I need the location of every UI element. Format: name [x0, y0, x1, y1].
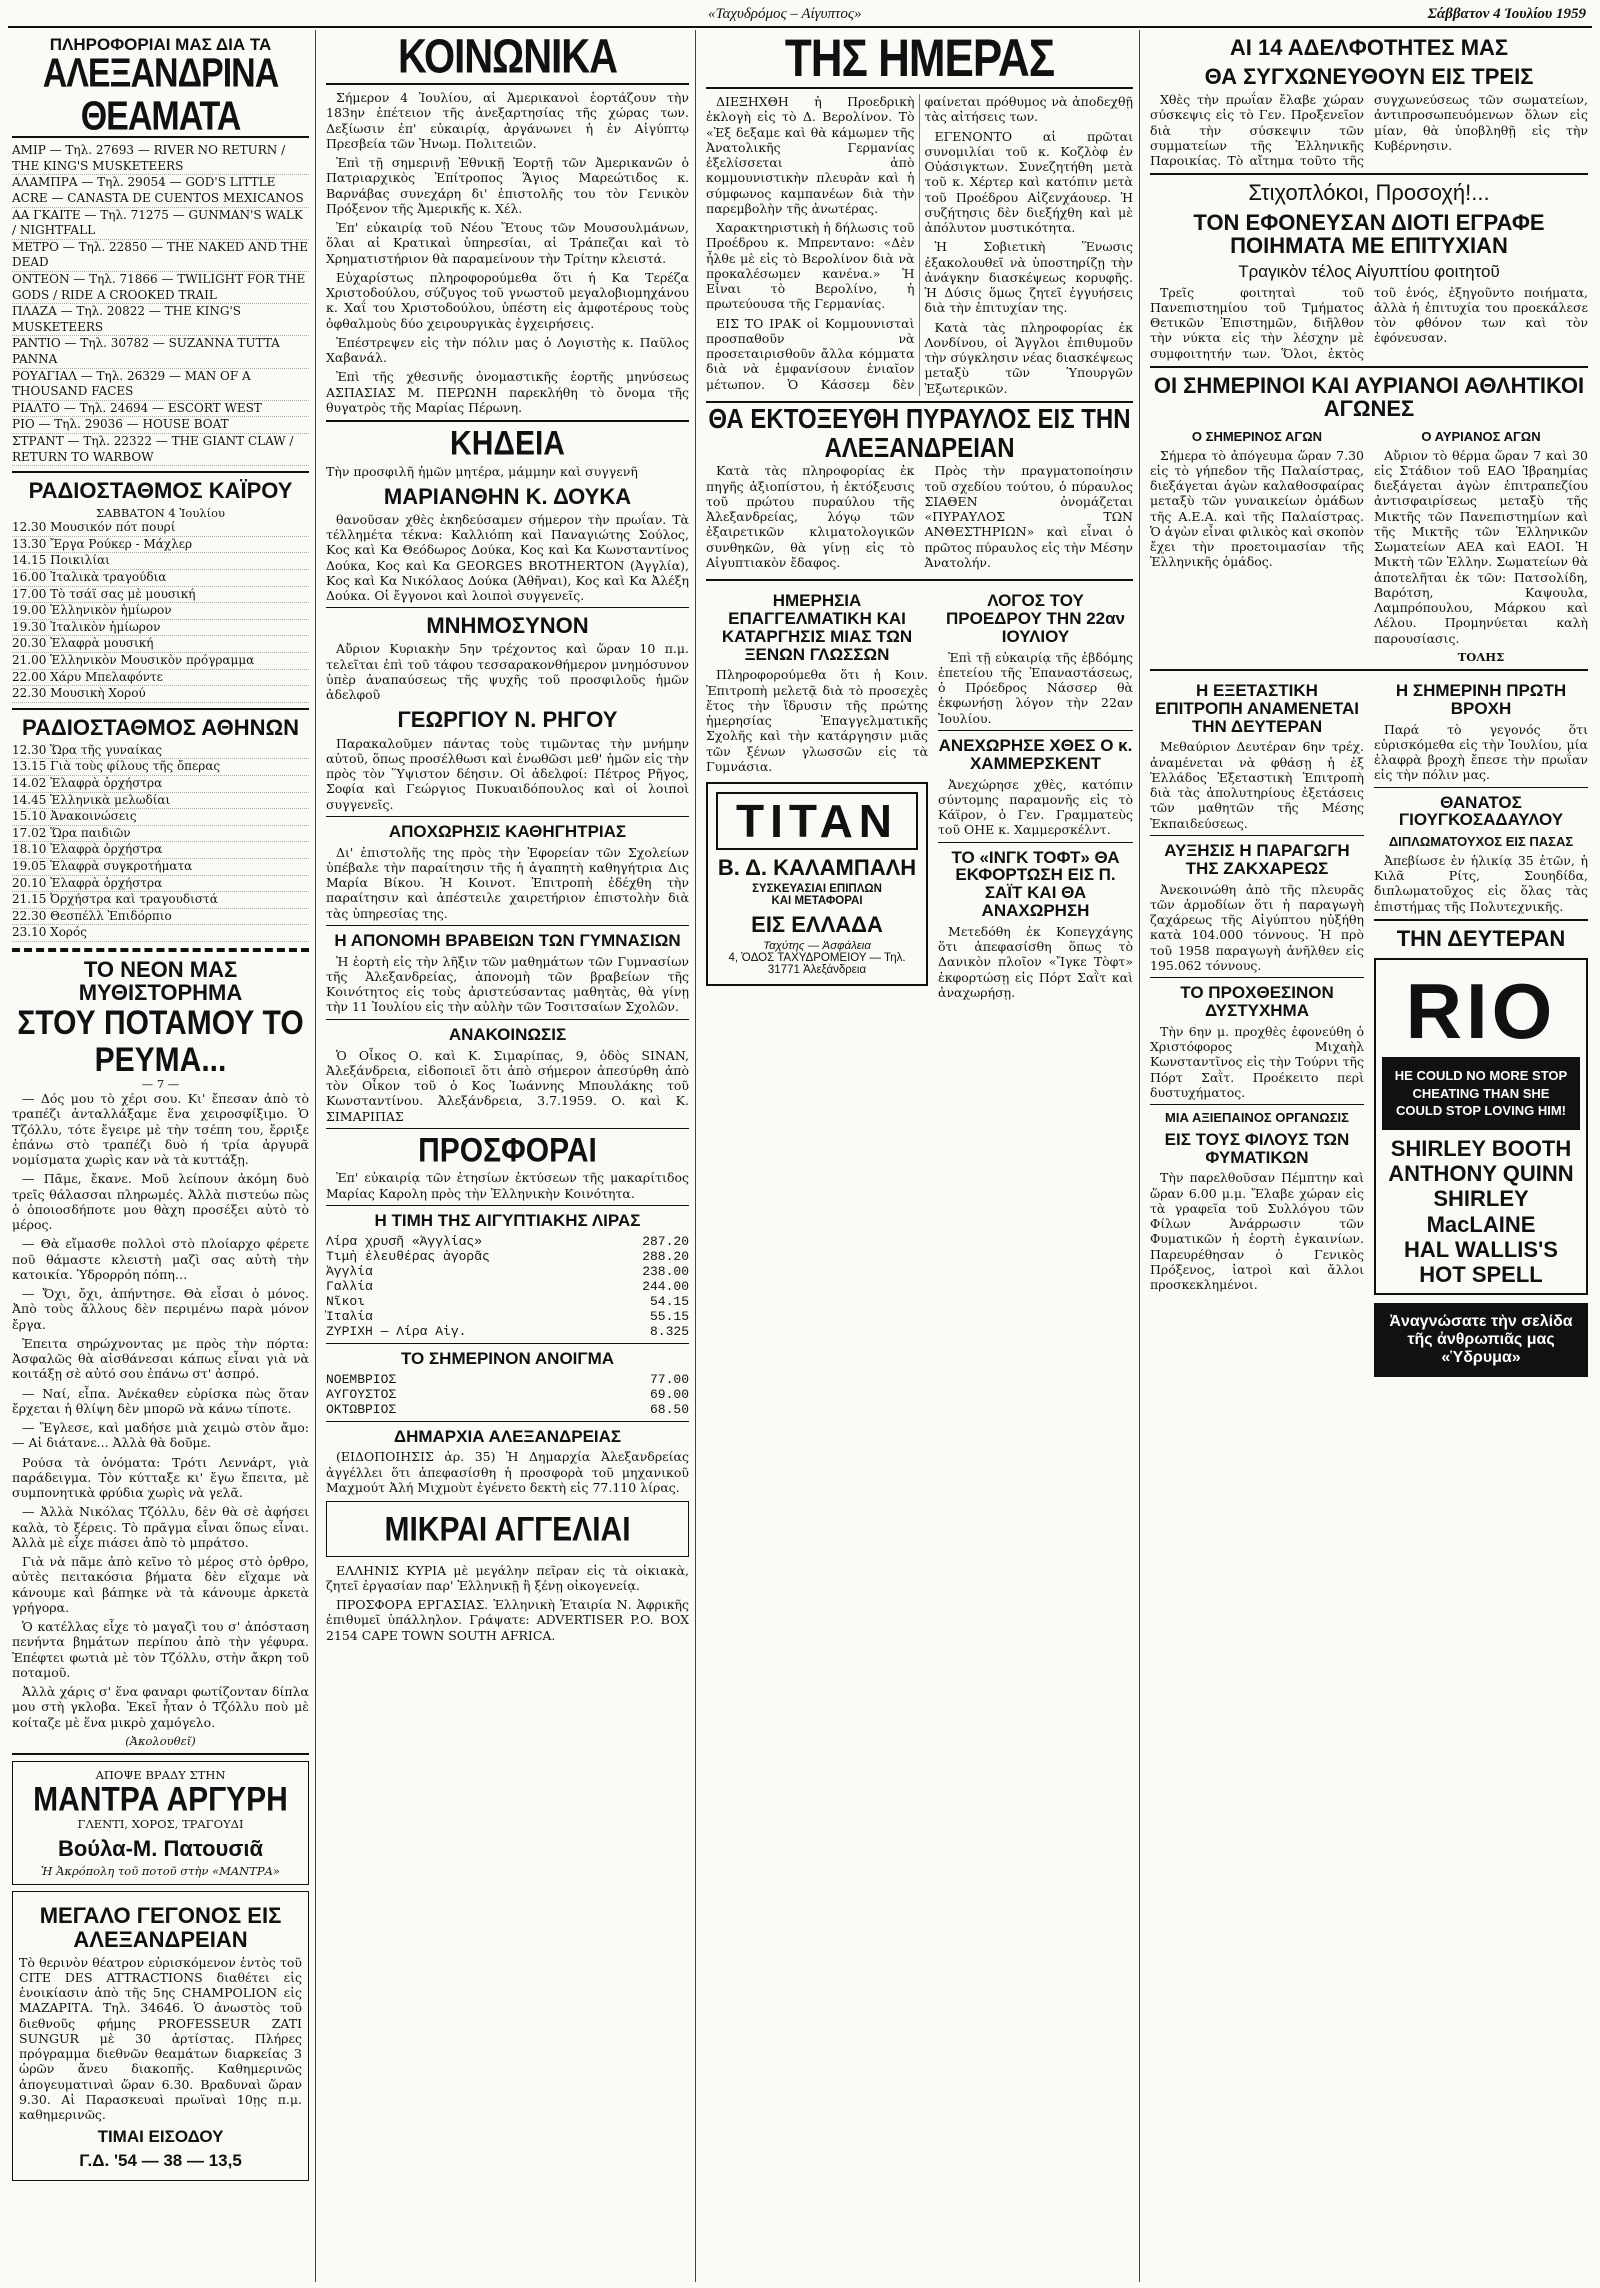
theatres-title: ΑΛΕΞΑΝΔΡΙΝΑ ΘΕΑΜΑΤΑ [42, 50, 279, 139]
lira-row-value: 238.00 [642, 1263, 689, 1279]
rio-tagline: HE COULD NO MORE STOP CHEATING THAN SHE COULD STOP LOVING HIM! [1382, 1057, 1580, 1130]
sports-sign: ΤΟΛΗΣ [1457, 649, 1505, 664]
merge-title-1: ΑΙ 14 ΑΔΕΛΦΟΤΗΤΕΣ ΜΑΣ [1229, 35, 1509, 60]
day-paragraph: ΔΙΕΞΗΧΘΗ ἡ Προεδρικὴ ἐκλογὴ εἰς τὸ Δ. Βερολίνον. Τὸ «Ἐξ δεξαμε καὶ θὰ κάμωμεν τῆς Ἀνατολικῆς Γερμανίας ἐξελίσσεται ἀπὸ κομμουνιστικὴν πλευρὰν καὶ ἡ σύμφωνος καμπανέων διὰ τὴν παρεμβολὴν τῆς ἀνωτέρας. [706, 94, 915, 216]
radio-cairo-day: ΣΑΒΒΑΤΟΝ 4 Ἰουλίου [95, 506, 226, 521]
exam-body: Μεθαύριον Δευτέραν 6ην τρέχ. ἀναμένεται νὰ φθάσῃ ἡ ἐξ Ἑλλάδος Ἐξεταστικὴ Ἐπιτροπὴ διὰ τὰς ἀπολυτηρίους ἐξετάσεις τῶν μαθητῶν τῆς Μέσης Ἐκπαιδεύσεως. [1150, 739, 1364, 831]
radio-cairo-item: 12.30 Μουσικόν πότ πουρί [12, 520, 309, 537]
sugar-body: Ἀνεκοινώθη ἀπὸ τῆς πλευρᾶς τῶν ἁρμοδίων ὅτι ἡ παραγωγὴ ζαχάρεως τῆς Αἰγύπτου ηὐξήθη κατὰ 104.000 τόννους. Ἡ πρὸ τοῦ 1958 παραγωγὴ ἀνῆλθεν εἰς 195.062 τόννους. [1150, 881, 1364, 973]
radio-athens-item: 19.05 Ἑλαφρὰ συγκροτήματα [12, 859, 309, 876]
speech-title: ΛΟΓΟΣ ΤΟΥ ΠΡΟΕΔΡΟΥ ΤΗΝ 22αν ΙΟΥΛΙΟΥ [945, 591, 1126, 646]
lira-row-label: Γαλλία [326, 1278, 373, 1294]
radio-athens-item: 15.10 Ἀνακοινώσεις [12, 809, 309, 826]
cotton-row-label: ΟΚΤΩΒΡΙΟΣ [326, 1401, 397, 1417]
radio-athens-list [12, 743, 309, 942]
funeral-intro: Τὴν προσφιλῆ ἡμῶν μητέρα, μάμμην καὶ συγγενῆ [326, 463, 638, 479]
day-paragraph: ΕΓΕΝΟΝΤΟ αἱ πρῶται συνομιλίαι τοῦ κ. Κοζλὸφ ἐν Οὐάσιγκτων. Συνεζητήθη μετὰ τοῦ κ. Χέρτερ καὶ κατόπιν μετὰ τοῦ Προέδρου Αἰζενχάουερ. Ἡ συζήτησις δὲν διεξήχθη καὶ μὲ ἀπόλυτον μυστικότητα. [924, 128, 1133, 236]
col4-bottom-right [1374, 676, 1588, 1384]
lira-row-label: Νῖκοι [326, 1293, 366, 1309]
event-ad [12, 1891, 309, 2181]
teacher-title: ΑΠΟΧΩΡΗΣΙΣ ΚΑΘΗΓΗΤΡΙΑΣ [388, 821, 627, 841]
cotton-row [326, 1402, 689, 1417]
novel-paragraph: — Θὰ εἴμασθε πολλοὶ στὸ πλοίαρχο φέρετε ποῦ θάμαστε κλειστὴ μαζὶ σας αὐτὴ τὴν κατοικία. Ὑδρορρόη πόπη… [12, 1236, 309, 1282]
death-body: Ἀπεβίωσε ἐν ἡλικίᾳ 35 ἐτῶν, ἡ Κιλᾶ Ρίτς, Σουηδίδα, διπλωματοῦχος εἰς ὅλας τὰς ἐπιστήμας τῆς Πολυτεχνικῆς. [1374, 852, 1588, 914]
novel-continued: (Ἀκολουθεῖ) [125, 1733, 196, 1748]
sports-right-body: Αὔριον τὸ θέρμα ὥραν 7 καὶ 30 εἰς Στάδιον τοῦ ΕΑΟ Ἰβραημίας διεξάγεται ἀγὼν ἐπιτραπεζίου ἀντισφαιρίσεως μεταξὺ τῆς Μικτῆς τῶν Πανεπιστημίων καὶ τῆς Μικτῆς τῶν Ἑλληνικῶν Σωματείων ΑΕΑ καὶ ΕΑΟΙ. Ἡ Μικτὴ τῶν Ἑλλην. Σωματείων θὰ ἀποτελῆται ἐκ τῶν: Πατσολίδη, Βαρότση, Καψουλα, Λαμπρόπουλου, Μάρκου καὶ Λέλου. Προμηνύεται καλὴ παρουσίασις. [1374, 447, 1588, 646]
novel-chapter: — 7 — [141, 1077, 180, 1092]
social-paragraph: Ἐπ' εὐκαιρίᾳ τοῦ Νέου Ἔτους τῶν Μουσουλμάνων, ὅλαι αἱ Κρατικαὶ ὑπηρεσίαι, αἱ Τράπεζαι καὶ τὸ Χρηματιστήριον θὰ παραμείνουν τὴν Τρίτην κλειστά. [326, 220, 689, 266]
funeral-name: ΜΑΡΙΑΝΘΗΝ Κ. ΔΟΥΚΑ [383, 483, 632, 509]
poem-title: ΤΟΝ ΕΦΟΝΕΥΣΑΝ ΔΙΟΤΙ ΕΓΡΑΦΕ ΠΟΙΗΜΑΤΑ ΜΕ ΕΠΙΤΥΧΙΑΝ [1193, 209, 1545, 258]
lira-row-label: Ἀγγλία [326, 1263, 373, 1279]
radio-athens-item: 14.02 Ἐλαφρὰ ὀρχήστρα [12, 776, 309, 793]
poem-body: Τρεῖς φοιτηταὶ τοῦ Πανεπιστημίου τοῦ Τμήματος Θετικῶν Ἐπιστημῶν, διῆλθον τὴν νύκτα εἰς τὴν λέσχην μὲ συμφοιτητήν των. Ὅλοι, ἐκτὸς τοῦ ἑνός, ἐξηγοῦντο ποιήματα, ἀλλὰ ἡ ἐπιτυχία του προεκάλεσε τὸν φθόνον των καὶ τὸν ἐφόνευσαν. [1150, 284, 1588, 361]
rio-cast-line: SHIRLEY MacLAINE [1426, 1186, 1536, 1237]
lira-table [326, 1234, 689, 1339]
rain-body: Παρά τὸ γεγονός ὅτι εὑρισκόμεθα εἰς τὴν Ἰουλίου, μία ἐλαφρὰ βροχὴ ἔπεσε τὴν πρωΐαν εἰς τὴν πόλιν μας. [1374, 721, 1588, 783]
cotton-row-label: ΑΥΓΟΥΣΤΟΣ [326, 1386, 397, 1402]
funeral-title: ΚΗΔΕΙΑ [450, 424, 565, 463]
rio-cinema-ad [1374, 958, 1588, 1295]
teacher-body: Δι' ἐπιστολῆς της πρὸς τὴν Ἐφορείαν τῶν Σχολείων ὑπέβαλε τὴν παραίτησιν τῆς ἡ ἀγαπητὴ καθηγήτρια Δις Μαρία Βίκου. Ἡ Κοινοτ. Ἐπιτροπὴ ἐδέχθη τὴν παραίτησιν καὶ ἀπέστειλε χαιρετήριον ἐπιστολὴν διὰ τὰς ὑπηρεσίας της. [326, 844, 689, 921]
sports-columns [1150, 424, 1588, 664]
announce-title: ΑΝΑΚΟΙΝΩΣΙΣ [448, 1024, 567, 1044]
rio-cast-line: ANTHONY QUINN [1388, 1160, 1574, 1186]
theatre-listing: ΜΕΤΡΟ — Τηλ. 22850 — THE NAKED AND THE DEAD [12, 240, 309, 272]
memorial-intro: Αὔριον Κυριακὴν 5ην τρέχοντος καὶ ὥραν 10 π.μ. τελεῖται ἐπὶ τοῦ τάφου τεσσαρακονθήμερον μνημόσυνον ὑπὲρ ἀναπαύσεως τῆς ψυχῆς τοῦ προσφιλοῦς ἡμῶν ἀδελφοῦ [326, 641, 689, 703]
mantra-name: Βούλα-Μ. Πατουσιᾶ [57, 1836, 264, 1862]
radio-athens-item: 21.15 Ὀρχήστρα καὶ τραγουδιστά [12, 892, 309, 909]
rio-cast-line: HOT SPELL [1419, 1262, 1543, 1288]
lira-row [326, 1309, 689, 1324]
novel-paragraph: Ρούσα τὰ ὀνόματα: Τρότι Λεννάρτ, γιὰ παράδειγμα. Τὸν κύτταξε κι' ἔγω ἔπειτα, μὲ συμπονητικὰ φρύδια χωρὶς νὰ γελᾶ. [12, 1454, 309, 1501]
column-4 [1144, 30, 1594, 2282]
theatre-listing: ΡΟΥΑΓΙΑΛ — Τηλ. 26329 — MAN OF A THOUSAND FACES [12, 369, 309, 401]
event-body: Τὸ θερινὸν θέατρον εὐρισκόμενον ἐντὸς τοῦ CITE DES ATTRACTIONS διαθέτει εἰς ἐνοικίασιν ἀπὸ τῆς 5ης CHAMPOLION εἰς ΜΑΖΑΡΙΤΑ. Τηλ. 34646. Ὁ ἀνωστὸς τοῦ διεθνοῦς φήμης PROFESSEUR ZATI SUNGUR μὲ 30 ἀρτίστας. Πλήρες πρόγραμμα διεθνῶν θεαμάτων διαρκείας 3 ὡρῶν ἄνευ διακοπῆς. Καθημερινῶς ἀπογευματιναὶ ὥραν 6.30. Βραδυναὶ ὥραν 9.30. Αἱ Παρασκευαὶ πρωϊναὶ 10ῃς π.μ. καθημερινῶς. [19, 1954, 302, 2123]
novel-paragraph: Ὁ κατέλλας εἶχε τὸ μαγαζὶ του σ' ἀπόσταση πενήντα βημάτων περίπου ἀπὸ τὴν γέφυρα. Ἐπέφτει φωτιὰ μὲ τὸν Τζόλλυ, στὴν ἄκρη τοῦ ποταμοῦ. [12, 1619, 309, 1680]
small-ad: ΠΡΟΣΦΟΡΑ ΕΡΓΑΣΙΑΣ. Ἑλληνικὴ Ἑταιρία Ν. Ἀφρικῆς ἐπιθυμεῖ ὑπάλληλον. Γράψατε: ADVERTISER P.O. BOX 2154 CAPE TOWN SOUTH AFRICA. [326, 1597, 689, 1643]
small-ad: ΕΛΛΗΝΙΣ ΚΥΡΙΑ μὲ μεγάλην πεῖραν εἰς τὰ οἰκιακὰ, ζητεῖ ἐργασίαν παρ' Ἑλληνικῇ ἢ ξένῃ οἰκογενείᾳ. [326, 1562, 689, 1593]
society-sub: ΕΙΣ ΤΟΥΣ ΦΙΛΟΥΣ ΤΩΝ ΦΥΜΑΤΙΚΩΝ [1164, 1129, 1350, 1167]
col4-bottom-row [1150, 676, 1588, 1384]
lira-row [326, 1294, 689, 1309]
lira-title: Η ΤΙΜΗ ΤΗΣ ΑΙΓΥΠΤΙΑΚΗΣ ΛΙΡΑΣ [374, 1210, 641, 1230]
radio-cairo-item: 19.00 Ἑλληνικὸν ἡμίωρον [12, 603, 309, 620]
poem-kicker: Στιχοπλόκοι, Προσοχή!... [1248, 180, 1490, 206]
titan-line2: ΚΑΙ ΜΕΤΑΦΟΡΑΙ [771, 895, 863, 908]
small-ads-list [326, 1563, 689, 1643]
theatres-list [12, 143, 309, 466]
accident-title: ΤΟ ΠΡΟΧΘΕΣΙΝΟΝ ΔΥΣΤΥΧΗΜΑ [1180, 983, 1334, 1020]
radio-cairo-item: 21.00 Ἑλληνικὸν Μουσικὸν πρόγραμμα [12, 653, 309, 670]
theatre-listing: ΟΝΤΕΟΝ — Τηλ. 71866 — TWILIGHT FOR THE GODS / RIDE A CROOKED TRAIL [12, 272, 309, 304]
theatre-listing: ΡΙΑΛΤΟ — Τηλ. 24694 — ESCORT WEST [12, 401, 309, 418]
lira-row [326, 1324, 689, 1339]
rio-cast-line: SHIRLEY BOOTH [1390, 1135, 1572, 1161]
lira-row [326, 1249, 689, 1264]
novel-paragraph: Ἀλλὰ χάρις σ' ἕνα φαναρι φωτίζονταν δίπλα μου στὴ γκλοβα. Ἐκεῖ ἦταν ὁ Τζόλλυ ποὺ μὲ κοίταζε μὲ ἕνα μικρὸ χαμόγελο. [12, 1684, 309, 1730]
sugar-title: ΑΥΞΗΣΙΣ Η ΠΑΡΑΓΩΓΗ ΤΗΣ ΖΑΚΧΑΡΕΩΣ [1164, 840, 1350, 878]
cotton-row-label: ΝΟΕΜΒΡΙΟΣ [326, 1371, 397, 1387]
day-title: ΤΗΣ ΗΜΕΡΑΣ [784, 30, 1055, 88]
radio-athens-item: 14.45 Ἑλληνικὰ μελωδίαι [12, 793, 309, 810]
event-prices-label: ΤΙΜΑΙ ΕΙΣΟΔΟΥ [97, 2127, 224, 2147]
col3-bottom-left [706, 586, 928, 1004]
lira-row-value: 55.15 [649, 1308, 689, 1324]
sports-right [1374, 424, 1588, 664]
novel-paragraph: Γιὰ νὰ πᾶμε ἀπὸ κεῖνο τὸ μέρος στὸ ὀρθρο, αὐτὲς πειτακόσια βήματα δὲν εἴχαμε νὰ κάνουμε καὶ βάπηκε νὰ τὰ κάνουμε ἀρκετὰ γρήγορα. [12, 1554, 309, 1615]
radio-cairo-item: 20.30 Ἐλαφρὰ μουσική [12, 636, 309, 653]
column-2 [320, 30, 696, 2282]
titan-line4: Ταχύτης — Ἀσφάλεια [763, 940, 871, 953]
day-paragraph: Χαρακτηριστικὴ ἡ δήλωσις τοῦ Προέδρου κ. Μπρεντανο: «Δὲν ἦλθε μὲ εἰς τὸ Βερολίνον διὰ νὰ προκαλέσωμεν κανένα.» Ἡ Εἶναι τὸ Βερολίνο, ἡ πρωτεύουσα τῆς Γερμανίας. [706, 220, 915, 312]
merge-title-2: ΘΑ ΣΥΓΧΩΝΕΥΘΟΥΝ ΕΙΣ ΤΡΕΙΣ [1204, 64, 1534, 90]
sports-title: ΟΙ ΣΗΜΕΡΙΝΟΙ ΚΑΙ ΑΥΡΙΑΝΟΙ ΑΘΛΗΤΙΚΟΙ ΑΓΩΝΕΣ [1153, 372, 1585, 421]
lira-row-label: ΖΥΡΙΧΗ — Λίρα Αἰγ. [326, 1323, 467, 1339]
awards-body: Ἡ ἑορτὴ εἰς τὴν λῆξιν τῶν μαθημάτων τῶν Γυμνασίων τῆς Ἀλεξανδρείας, ἀπονομὴ τῶν βραβείων τῆς Κοινότητος εἰς τοὺς ἀριστεύσαντας μαθητὰς, θὰ γίνῃ τὴν 11 Ἰουλίου εἰς τὴν αὐλὴν τῶν Τοσιτσαίων Σχολῶν. [326, 953, 689, 1015]
theatre-listing: ΡΙΟ — Τηλ. 29036 — HOUSE BOAT [12, 417, 309, 434]
radio-athens-item: 18.10 Ἐλαφρὰ ὀρχήστρα [12, 842, 309, 859]
memorial-name: ΓΕΩΡΓΙΟΥ Ν. ΡΗΓΟΥ [397, 707, 618, 733]
edu-body: Πληροφορούμεθα ὅτι ἡ Κοιν. Ἐπιτροπὴ μελετᾷ διὰ τὸ προσεχὲς ἔτος τὴν ἵδρυσιν τῆς πρώτης ἡμερησίας Ἐπαγγελματικῆς Σχολῆς καὶ τὴν κατάργησιν μιᾶς τῶν ξένων γλωσσῶν εἰς τὰ Γυμνάσια. [706, 667, 929, 774]
radio-athens-item: 22.30 Θεσπέλλ Ἐπιδόρπιο [12, 909, 309, 926]
titan-ad [706, 782, 928, 986]
social-paragraph: Ἐπὶ τῇ σημερινῇ Ἐθνικῇ Ἑορτῇ τῶν Ἀμερικανῶν ὁ Πατριαρχικὸς Ἐπίτροπος Ἅγιος Μαρεώτιδος κ. Βαρνάβας συνεχάρη δι' ἐπιστολῆς του τὸν Γενικὸν Πρόξενον τῆς Ἀμερικῆς κ. Χέλ. [326, 155, 689, 216]
social-paragraph: Ἐπέστρεψεν εἰς τὴν πόλιν μας ὁ Λογιστὴς κ. Παῦλος Χαβανάλ. [326, 334, 689, 365]
theatre-listing: ΠΛΑΖΑ — Τηλ. 20822 — THE KING'S MUSKETEERS [12, 304, 309, 336]
radio-cairo-item: 22.00 Χάρυ Μπελαφόντε [12, 670, 309, 687]
radio-cairo-title: ΡΑΔΙΟΣΤΑΘΜΟΣ ΚΑΪΡΟΥ [28, 478, 293, 504]
rocket-paragraph: Πρὸς τὴν πραγματοποίησιν τοῦ σχεδίου τούτου, ὁ πύραυλος ΣΙΑΘΕΝ ὀνομάζεται «ΠΥΡΑΥΛΟΣ ΤΩΝ ΑΝΘΕΣΤΗΡΙΩΝ» καὶ εἶναι ὁ πρῶτος πύραυλος εἰς τὴν Μέσην Ἀνατολήν. [924, 463, 1133, 570]
radio-athens-item: 20.10 Ἐλαφρὰ ὀρχήστρα [12, 876, 309, 893]
speech-body: Ἐπὶ τῇ εὐκαιρίᾳ τῆς ἐβδόμης ἐπετείου τῆς Ἐπαναστάσεως, ὁ Πρόεδρος Νάσσερ θὰ ἐκφωνήσῃ λόγον τὴν 22αν Ἰουλίου. [938, 649, 1133, 726]
offers-title: ΠΡΟΣΦΟΡΑΙ [418, 1131, 597, 1170]
radio-cairo-list [12, 520, 309, 703]
funeral-body: θανοῦσαν χθὲς ἐκηδεύσαμεν σήμερον τὴν πρωΐαν. Τὰ τέλλημέτα τέκνα: Καλλιόπη καὶ Παναγιώτης Σούλος, Κος καὶ Κα Θεόδωρος Δούκα, Κος καὶ Κα Κωνσταντίνος Δούκα, Κος καὶ Κα GEORGES BROTHERTON (Ἀγγλία), Κος καὶ Κα Νικόλαος Δούκα (Ἀθῆναι), Κος καὶ Κα Ἀλέξη Δούκα. Οἱ ἔγγονοι καὶ λοιποὶ συγγενεῖς. [326, 511, 689, 604]
novel-paragraph: — Δός μου τὸ χέρι σου. Κι' ἔπεσαν ἀπὸ τὸ τραπέζι ἀνταλλάξαμε ἕνα χειροσφίξιμο. Ὁ Τζόλλυ, τότε ἔγειρε μὲ τὴν τσέπη του, ἔρριξε ἐπάνω στὸ τραπέζι δυὸ ή τρία ἀργυρᾶ νομίσματα χωρὶς καν νὰ τὰ κυττάξῃ. [12, 1091, 309, 1168]
masthead [8, 4, 1592, 28]
novel-title: ΣΤΟΥ ΠΟΤΑΜΟΥ ΤΟ ΡΕΥΜΑ... [17, 1004, 304, 1079]
rocket-paragraph: Κατὰ τὰς πληροφορίας ἐκ πηγῆς ἀξιοπίστου, ἡ ἐκτόξευσις τοῦ πρώτου πυραύλου τῆς Ἀλεξανδρείας, λόγῳ τῶν ἐξαιρετικῶν κλιματολογικῶν συνθηκῶν, θὰ γίνῃ εἰς τὸ Αἰγυπτιακὸν ἔδαφος. [706, 463, 915, 570]
novel-body [12, 1091, 309, 1730]
mantra-sub: ΓΛΕΝΤΙ, ΧΟΡΟΣ, ΤΡΑΓΟΥΔΙ [77, 1817, 244, 1832]
col3-bottom-right [938, 586, 1133, 1004]
left-body: Ἀνεχώρησε χθὲς, κατόπιν σύντομης παραμονῆς εἰς τὸ Κάϊρον, ὁ Γεν. Γραμματεὺς τοῦ ΟΗΕ κ. Χαμμερσκέλντ. [938, 776, 1133, 838]
edu-title: ΗΜΕΡΗΣΙΑ ΕΠΑΓΓΕΛΜΑΤΙΚΗ ΚΑΙ ΚΑΤΑΡΓΗΣΙΣ ΜΙΑΣ ΤΩΝ ΞΕΝΩΝ ΓΛΩΣΣΩΝ [721, 591, 913, 664]
sports-left-body: Σήμερα τὸ ἀπόγευμα ὥραν 7.30 εἰς τὸ γήπεδον τῆς Παλαίστρας, διεξάγεται ἀγὼν καλαθοσφαίρας μεταξὺ τῶν γυναικείων ὁμάδων τῆς Α.Ε.Α. καὶ τῆς Παλαίστρας. Ὁ ἀγὼν εἶναι φιλικὸς καὶ σκοπὸν ἔχει τὴν προετοιμασίαν τῆς Ἑλληνικῆς ὁμάδος. [1150, 447, 1364, 570]
lira-row-value: 244.00 [642, 1278, 689, 1294]
novel-paragraph: — Πᾶμε, ἔκανε. Μοῦ λείπουν ἀκόμη δυὸ τρεῖς θάλασσαι πληρωμές. Ἀλλὰ πιστεύω πὼς ὁ ὁποιοσδήποτε μου θὰχη προσέξει αὐτὸ τὸ μέρος. [12, 1171, 309, 1233]
social-body [326, 90, 689, 415]
death-sub: ΔΙΠΛΩΜΑΤΟΥΧΟΣ ΕΙΣ ΠΑΣΑΣ [1388, 834, 1574, 850]
theatre-listing: ΑΑ ΓΚΑΙΤΕ — Τηλ. 71275 — GUNMAN'S WALK / NIGHTFALL [12, 208, 309, 240]
society-title: ΜΙΑ ΑΞΙΕΠΑΙΝΟΣ ΟΡΓΑΝΩΣΙΣ [1165, 1110, 1349, 1126]
event-prices: Γ.Δ. '54 — 38 — 13,5 [79, 2151, 242, 2171]
monday-label: ΤΗΝ ΔΕΥΤΕΡΑΝ [1396, 925, 1566, 951]
rocket-title: ΘΑ ΕΚΤΟΞΕΥΘΗ ΠΥΡΑΥΛΟΣ ΕΙΣ ΤΗΝ ΑΛΕΞΑΝΔΡΕΙΑΝ [708, 404, 1131, 465]
novel-paragraph: — Ἔγλεσε, καὶ μαδήσε μιὰ χειμὼ στὸν ἄμο: — Αἱ διάτανε... Ἀλλὰ θὰ δοῦμε. [12, 1420, 309, 1451]
small-ads-title: ΜΙΚΡΑΙ ΑΓΓΕΛΙΑΙ [384, 1510, 631, 1549]
memorial-body: Παρακαλοῦμεν πάντας τοὺς τιμῶντας τὴν μνήμην αὐτοῦ, ὅπως προσέλθωσι καὶ ἑνωθῶσι μεθ' ἡμῶν εἰς τὴν πρὸς τὸν Ὕψιστον δέησιν. Οἱ ἀδελφοί: Πέτρος Ρῆγος, Σοφία καὶ Γεώργιος Πυκυαιδόπουλος καὶ οἱ λοιποὶ συγγενεῖς. [326, 735, 689, 812]
cotton-title: ΤΟ ΣΗΜΕΡΙΝΟΝ ΑΝΟΙΓΜΑ [400, 1348, 615, 1368]
masthead-date: Σάββατον 4 Ἰουλίου 1959 [1427, 6, 1586, 22]
day-paragraph: ΕΙΣ ΤΟ ΙΡΑΚ οἱ Κομμουνισταὶ προσπαθοῦν νὰ προσεταιρισθοῦν ἄλλα κόμματα διὰ νὰ ἐμφανίσουν ἑνιαῖον μέτωπον. Ὁ Κάσσεμ δὲν φαίνεται πρόθυμος νὰ ἀποδεχθῇ τὰς αἰτήσεις των. [706, 94, 1133, 392]
poem-sub: Τραγικὸν τέλος Αἰγυπτίου φοιτητοῦ [1238, 261, 1500, 281]
social-paragraph: Σήμερον 4 Ἰουλίου, αἱ Ἀμερικανοὶ ἑορτάζουν τὴν 183ην ἐπέτειον τῆς ἀνεξαρτησίας τῆς χώρας των. Δεξίωσιν ἐπ' εὐκαιρίᾳ, ἀργάνωνει ἡ ἐν Αἰγύπτῳ Πρεσβεία τῶν Ἠνωμ. Πολιτειῶν. [326, 90, 689, 151]
cotton-row [326, 1372, 689, 1387]
column-3 [700, 30, 1140, 2282]
hydrema-box: Ἀναγνώσατε τὴν σελίδα τῆς ἀνθρωπιᾶς μας «Ὑδρυμα» [1374, 1303, 1588, 1377]
column-1 [6, 30, 316, 2282]
accident-body: Τὴν 6ην μ. προχθὲς ἐφονεύθη ὁ Χριστόφορος Μιχαὴλ Κωνσταντῖνος εἰς τὴν Τούρνι τῆς Πόρτ Σαῒτ. Προέκειτο περὶ δυστυχήματος. [1150, 1023, 1364, 1100]
social-title: ΚΟΙΝΩΝΙΚΑ [397, 30, 617, 84]
cotton-row-value: 68.50 [649, 1401, 689, 1417]
radio-cairo-item: 13.30 Ἔργα Ρούκερ - Μάχλερ [12, 537, 309, 554]
lira-row [326, 1279, 689, 1294]
event-title: ΜΕΓΑΛΟ ΓΕΓΟΝΟΣ ΕΙΣ ΑΛΕΞΑΝΔΡΕΙΑΝ [39, 1903, 282, 1952]
rio-cast-line: HAL WALLIS'S [1404, 1236, 1558, 1262]
lira-row-value: 287.20 [642, 1233, 689, 1249]
novel-paragraph: — Ἀλλὰ Νικόλας Τζόλλυ, δὲν θὰ σὲ ἀφήσει καλὰ, τὸ ξέρεις. Τὸ πρᾶγμα εἶναι ὅπως εἶναι. Ἀλλὰ μὲ εἶχε πιάσει ἀπὸ τὸ μπράτσο. [12, 1504, 309, 1550]
lira-row-label: Λίρα χρυσῆ «Ἀγγλίας» [326, 1233, 483, 1249]
memorial-title: ΜΝΗΜΟΣΥΝΟΝ [426, 613, 589, 639]
rocket-body [706, 463, 1133, 574]
radio-cairo-item: 22.30 Μουσικὴ Χορού [12, 686, 309, 703]
titan-address: 4, ὉΔΟΣ ΤΑΧΥΔΡΟΜΕΙΟΥ — Τηλ. 31771 Ἀλεξάνδρεια [728, 952, 906, 977]
lira-row [326, 1234, 689, 1249]
social-paragraph: Ἐπὶ τῆς χθεσινῆς ὀνομαστικῆς ἑορτῆς μηνύσεως ΑΣΠΑΣΙΑΣ Μ. ΠΕΡΩΝΗ παρεκλήθη τὸ ὄνομα τῆς θυγατρὸς τῆς Μαρίας Πέρωνη. [326, 369, 689, 415]
theatres-kicker: ΠΛΗΡΟΦΟΡΙΑΙ ΜΑΣ ΔΙΑ ΤΑ [49, 35, 272, 54]
cotton-row-value: 77.00 [649, 1371, 689, 1387]
radio-cairo-item: 14.15 Ποικιλίαι [12, 553, 309, 570]
col3-bottom-row [706, 586, 1133, 1004]
radio-cairo-item: 16.00 Ἰταλικὰ τραγούδια [12, 570, 309, 587]
novel-kicker: ΤΟ ΝΕΟΝ ΜΑΣ ΜΥΘΙΣΤΟΡΗΜΑ [78, 956, 243, 1006]
theatre-listing: ΑΜΙΡ — Τηλ. 27693 — RIVER NO RETURN / THE KING'S MUSKETEERS [12, 143, 309, 175]
radio-cairo-item: 17.00 Τὸ τσάϊ σας μὲ μουσική [12, 587, 309, 604]
novel-paragraph: — Ὄχι, ὄχι, ἀπήντησε. Θὰ εἶσαι ὁ μόνος. Ἀπὸ τοὺς ἄλλους δὲν περιμένω παρὰ μόνον ἔργα. [12, 1286, 309, 1332]
cotton-table [326, 1372, 689, 1417]
titan-name: Β. Δ. ΚΑΛΑΜΠΑΛΗ [717, 855, 917, 881]
muni-title: ΔΗΜΑΡΧΙΑ ΑΛΕΞΑΝΔΡΕΙΑΣ [393, 1426, 622, 1446]
radio-athens-item: 17.02 Ὥρα παιδιῶν [12, 826, 309, 843]
radio-athens-item: 12.30 Ὥρα τῆς γυναίκας [12, 743, 309, 760]
theatre-listing: PANTIO — Τηλ. 30782 — SUZANNA TUTTA PANNA [12, 336, 309, 368]
offers-body: Ἐπ' εὐκαιρίᾳ τῶν ἐτησίων ἐκτύσεων τῆς μακαρίτιδος Μαρίας Καρολη πρὸς τὴν Ἑλληνικὴν Κοινότητα. [326, 1170, 689, 1201]
society-body: Τὴν παρελθοῦσαν Πέμπτην καὶ ὥραν 6.00 μ.μ. Ἔλαβε χώραν εἰς τὰ γραφεῖα τοῦ Συλλόγου τῶν Φίλων Ἀνάρρωσιν τῶν Φυματικῶν ἡ ἑορτὴ ἐγκαινίων. Παρευρέθησαν ὁ Γενικὸς Πρόξενος, ἰατροὶ καὶ ἄλλοι προσκεκλημένοι. [1150, 1170, 1364, 1293]
death-title: ΘΑΝΑΤΟΣ ΓΙΟΥΓΚΟΣΑΔΑΥΛΟΥ [1398, 792, 1564, 830]
exam-title: Η ΕΞΕΤΑΣΤΙΚΗ ΕΠΙΤΡΟΠΗ ΑΝΑΜΕΝΕΤΑΙ ΤΗΝ ΔΕΥΤΕΡΑΝ [1155, 680, 1359, 736]
rio-cast [1382, 1136, 1580, 1288]
social-paragraph: Εὐχαρίστως πληροφορούμεθα ὅτι ἡ Κα Τερέζα Χριστοδούλου, σύζυγος τοῦ γνωστοῦ μεγαλοβιομηχάνου κ. Χαΐ του Χριστοδούλου, ὑπέστη εἰς ἀμφοτέρους τοὺς ὀφθαλμοὺς δύο χειρουργικὰς ἐγχειρήσεις. [326, 269, 689, 331]
col4-bottom-left [1150, 676, 1364, 1384]
titan-line1: ΣΥΣΚΕΥΑΣΙΑΙ ΕΠΙΠΛΩΝ [752, 883, 882, 896]
lira-row-value: 288.20 [642, 1248, 689, 1264]
ship-body: Μετεδόθη ἐκ Κοπεγχάγης ὅτι ἀπεφασίσθη ὅπως τὸ Δανικὸν πλοῖον «Ἴγκε Τὸφτ» ἐκφορτώσῃ εἰς Πόρτ Σαῒτ καὶ ἀναχωρήσῃ. [938, 923, 1133, 1000]
titan-line3: ΕΙΣ ΕΛΛΑΔΑ [751, 912, 883, 938]
awards-title: Η ΑΠΟΝΟΜΗ ΒΡΑΒΕΙΩΝ ΤΩΝ ΓΥΜΝΑΣΙΩΝ [334, 930, 681, 950]
announce-body: Ὁ Οἶκος Ο. καὶ Κ. Σιμαρίπας, 9, ὁδὸς SINAN, Ἀλεξάνδρεια, εἰδοποιεῖ ὅτι ἀπὸ σήμερον ἀπεσύρθη ἀπὸ τὸν Οἶκον τοῦ ὁ Κος Ἰωάννης Μπουλάκης τοῦ Κωνσταντίνου. Ἀλεξάνδρεια, 3.7.1959. Ο. καὶ Κ. ΣΙΜΑΡΙΠΑΣ [326, 1047, 689, 1124]
rio-name: RIO [1405, 967, 1557, 1055]
cotton-row-value: 69.00 [649, 1386, 689, 1402]
lira-row-label: Τιμὴ ἐλευθέρας ἀγορᾶς [326, 1248, 490, 1264]
ship-title: ΤΟ «ΙΝΓΚ ΤΟΦΤ» ΘΑ ΕΚΦΟΡΤΩΣΗ ΕΙΣ Π. ΣΑΪΤ ΚΑΙ ΘΑ ΑΝΑΧΩΡΗΣΗ [951, 847, 1120, 921]
small-ads-box [326, 1501, 689, 1557]
mantra-ad [12, 1761, 309, 1886]
lira-row [326, 1264, 689, 1279]
novel-paragraph: — Ναί, εἶπα. Ἀνέκαθεν εὑρίσκα πὼς ὅταν ἔρχεται ἡ θλίψη δὲν μπορῶ νὰ κάνω τίποτε. [12, 1385, 309, 1416]
rain-title: Η ΣΗΜΕΡΙΝΗ ΠΡΩΤΗ ΒΡΟΧΗ [1395, 680, 1567, 718]
lira-row-value: 54.15 [649, 1293, 689, 1309]
masthead-paper-name: «Ταχυδρόμος – Αίγυπτος» [708, 6, 862, 22]
day-paragraph: Κατὰ τὰς πληροφορίας ἐκ Λονδίνου, οἱ Ἄγγλοι ἐπιθυμοῦν τὴν σύγκλησιν νέας διασκέψεως μεταξὺ τῶν Ὑπουργῶν Ἐξωτερικῶν. [924, 319, 1133, 396]
radio-athens-title: ΡΑΔΙΟΣΤΑΘΜΟΣ ΑΘΗΝΩΝ [21, 714, 300, 740]
mantra-foot: Ἡ Ἀκρόπολη τοῦ ποτοῦ στὴν «ΜΑΝΤΡΑ» [41, 1864, 280, 1879]
cotton-row [326, 1387, 689, 1402]
titan-brand: ΤΙΤΑΝ [716, 792, 918, 850]
theatre-listing: ΣΤΡΑΝΤ — Τηλ. 22322 — THE GIANT CLAW / RETURN TO WARBOW [12, 434, 309, 466]
radio-athens-item: 13.15 Γιὰ τοὺς φίλους τῆς ὄπερας [12, 759, 309, 776]
sports-right-head: Ο ΑΥΡΙΑΝΟΣ ΑΓΩΝ [1421, 429, 1541, 444]
left-title: ΑΝΕΧΩΡΗΣΕ ΧΘΕΣ Ο κ. ΧΑΜΜΕΡΣΚΕΝΤ [938, 735, 1133, 773]
sports-left-head: Ο ΣΗΜΕΡΙΝΟΣ ΑΓΩΝ [1191, 429, 1323, 444]
novel-paragraph: Ἐπειτα σηρώχνοντας με πρὸς τὴν πόρτα: Ἀσφαλῶς θὰ αἰσθάνεσαι κάπως εἶναι γιὰ νὰ κοιτάξῃ σὲ αὐτό σου ἐπάνω στ' ἀσπρό. [12, 1335, 309, 1382]
merge-body: Χθὲς τὴν πρωΐαν ἔλαβε χώραν σύσκεψις εἰς τὸ Γεν. Προξενεῖον διὰ τὴν σύσκεψιν τῶν συμματείων τῆς Ἑλληνικῆς Παροικίας. Τὸ αἴτημα τοῦτο τῆς συγχωνεύσεως τῶν σωματείων, ἀντιπροσωπευόμενων ὅλων εἰς μίαν, θὰ ὑποβληθῇ εἰς τὴν Κυβέρνησιν. [1150, 92, 1588, 169]
mantra-pre: ΑΠΟΨΕ ΒΡΑΔΥ ΣΤΗΝ [95, 1767, 226, 1782]
radio-athens-item: 23.10 Χορός [12, 925, 309, 942]
lira-row-value: 8.325 [649, 1323, 689, 1339]
radio-cairo-item: 19.30 Ἰταλικὸν ἡμίωρον [12, 620, 309, 637]
sports-left [1150, 424, 1364, 664]
muni-body: (ΕΙΔΟΠΟΙΗΣΙΣ ἀρ. 35) Ἡ Δημαρχία Ἀλεξανδρείας ἀγγέλλει ὅτι ἀπεφασίσθη ἡ προσφορὰ τοῦ μηχανικοῦ Μαχμούτ Ἀλή Μιχμοὺτ ἐγένετο δεκτὴ εἰς 77.110 λίρας. [326, 1449, 689, 1495]
mantra-title: ΜΑΝΤΡΑ ΑΡΓΥΡΗ [33, 1780, 288, 1819]
theatre-listing: ΑΛΑΜΠΡΑ — Τηλ. 29054 — GOD'S LITTLE ACRE — CANASTA DE CUENTOS MEXICANOS [12, 175, 309, 207]
day-body [706, 94, 1133, 396]
lira-row-label: Ἰταλία [326, 1308, 373, 1324]
day-paragraph: Ἡ Σοβιετικὴ Ἕνωσις ἐξακολουθεῖ νὰ ὑποστηρίζῃ τὴν ἀνάγκην διασκέψεως κορυφῆς. Ἡ Δύσις ὅμως ζητεῖ ἐγγυήσεις διὰ τὴν ἐπιτυχίαν της. [924, 239, 1133, 316]
